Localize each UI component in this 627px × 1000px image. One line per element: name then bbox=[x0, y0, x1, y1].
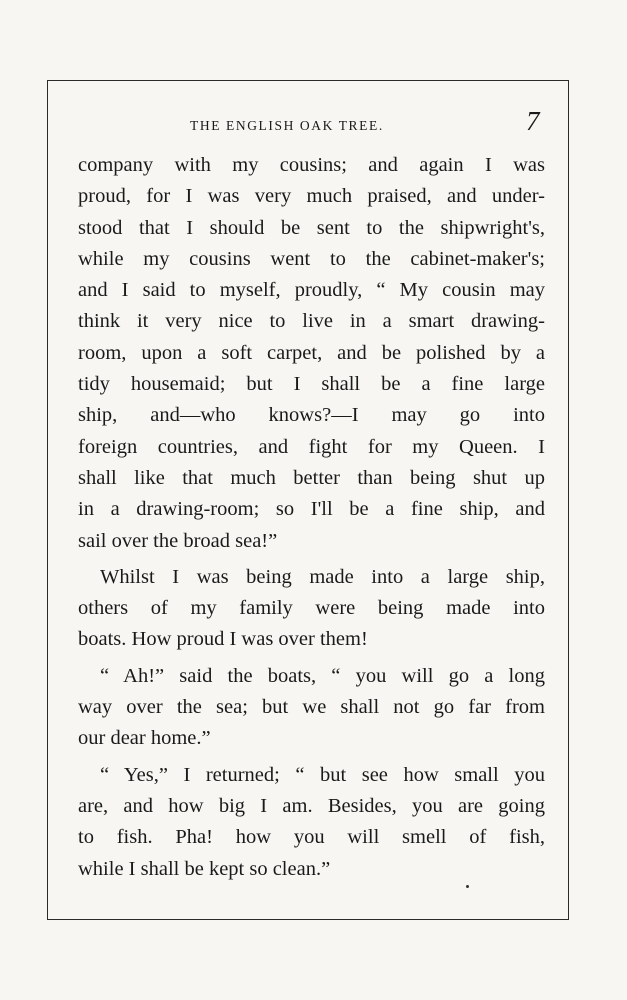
text-line: tidy housemaid; but I shall be a fine large bbox=[78, 373, 545, 396]
ink-speck bbox=[466, 885, 469, 888]
text-line: Whilst I was being made into a large ship, bbox=[100, 565, 545, 588]
running-title: THE ENGLISH OAK TREE. bbox=[190, 118, 384, 133]
text-line: others of my family were being made into bbox=[78, 597, 545, 620]
text-line: sail over the broad sea!” bbox=[78, 529, 278, 552]
paragraph bbox=[78, 661, 545, 755]
text-line: and I said to myself, proudly, “ My cousin may bbox=[78, 279, 545, 302]
text-line: way over the sea; but we shall not go far from bbox=[78, 696, 545, 719]
text-line: while I shall be kept so clean.” bbox=[78, 857, 331, 880]
text-line: to fish. Pha! how you will smell of fish, bbox=[78, 826, 545, 849]
text-line: are, and how big I am. Besides, you are going bbox=[78, 794, 545, 817]
text-line: room, upon a soft carpet, and be polished by a bbox=[78, 341, 545, 364]
paragraph bbox=[78, 760, 545, 885]
text-line: boats. How proud I was over them! bbox=[78, 628, 368, 651]
text-line: our dear home.” bbox=[78, 727, 211, 750]
text-line: think it very nice to live in a smart drawing- bbox=[78, 310, 545, 333]
text-line: while my cousins went to the cabinet-maker's; bbox=[78, 247, 545, 270]
paragraph bbox=[78, 150, 545, 557]
paragraph bbox=[78, 562, 545, 656]
page-number: 7 bbox=[526, 106, 540, 136]
text-line: “ Ah!” said the boats, “ you will go a long bbox=[100, 664, 545, 687]
text-line: company with my cousins; and again I was bbox=[78, 154, 545, 176]
text-line: foreign countries, and fight for my Queen. I bbox=[78, 435, 545, 458]
text-line: in a drawing-room; so I'll be a fine ship, and bbox=[78, 498, 545, 521]
text-line: shall like that much better than being shut up bbox=[78, 466, 545, 489]
text-line: proud, for I was very much praised, and under- bbox=[78, 185, 545, 208]
text-line: “ Yes,” I returned; “ but see how small you bbox=[100, 763, 545, 786]
body-text bbox=[78, 150, 545, 885]
running-header bbox=[0, 106, 627, 144]
text-line: ship, and—who knows?—I may go into bbox=[78, 404, 545, 427]
text-line: stood that I should be sent to the shipwright's, bbox=[78, 216, 545, 239]
